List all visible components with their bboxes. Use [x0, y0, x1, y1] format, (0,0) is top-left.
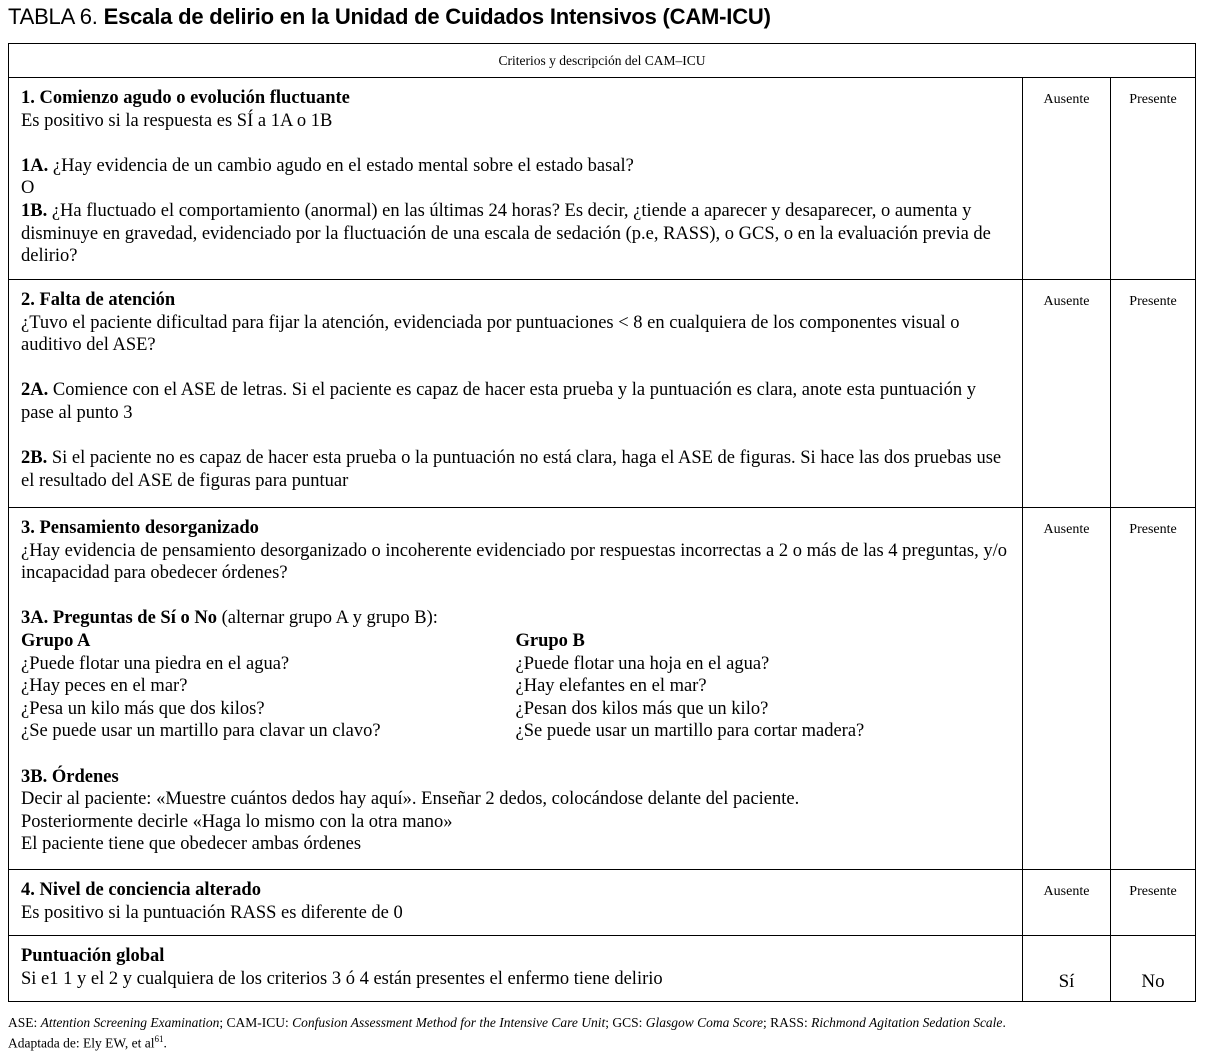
sub-text: ¿Hay evidencia de un cambio agudo en el estado mental sobre el estado basal? — [48, 155, 634, 176]
sub-label: 2B. — [21, 448, 48, 469]
criterion-desc: Es positivo si la respuesta es SÍ a 1A o 1B — [21, 110, 333, 131]
group-a — [21, 630, 516, 743]
criterion-title: 4. Nivel de conciencia alterado — [21, 880, 261, 900]
abbr: GCS: — [612, 1015, 646, 1030]
instruction: Posteriormente decirle «Haga lo mismo con la otra mano» — [21, 811, 453, 832]
sep: ; — [763, 1015, 771, 1030]
sub-text: Si el paciente no es capaz de hacer esta prueba o la puntuación no está clara, haga el ASE de figuras. Si hace las dos pruebas use el resultado del ASE de figuras para puntuar — [21, 448, 1002, 491]
global-desc: Si e1 1 y el 2 y cualquiera de los criterios 3 ó 4 están presentes el enfermo tiene delirio — [21, 968, 663, 989]
present-option: Presente — [1111, 870, 1196, 936]
sep: . — [1002, 1015, 1006, 1030]
instruction: El paciente tiene que obedecer ambas órdenes — [21, 834, 362, 855]
global-score-row — [9, 936, 1196, 1002]
present-option: Presente — [1111, 78, 1196, 280]
sub-label: 3B. Órdenes — [21, 766, 119, 787]
abbr-full: Glasgow Coma Score — [645, 1015, 764, 1030]
present-option: Presente — [1111, 280, 1196, 508]
criterion-desc: Es positivo si la puntuación RASS es diferente de 0 — [21, 902, 403, 923]
yes-option: Sí — [1023, 936, 1111, 1002]
sub-label: 1B. — [21, 200, 48, 221]
reference: 61 — [154, 1034, 164, 1044]
criterion-title: 2. Falta de atención — [21, 290, 176, 310]
sub-label: 1A. — [21, 155, 49, 176]
criterion-row-1 — [9, 78, 1196, 280]
instruction: Decir al paciente: «Muestre cuántos dedos hay aquí». Enseñar 2 dedos, colocándose delante del paciente. — [21, 789, 800, 810]
criterion-desc: ¿Tuvo el paciente dificultad para fijar la atención, evidenciada por puntuaciones < 8 en cualquiera de los componentes visual o auditivo del ASE? — [21, 312, 960, 356]
abbr: ASE: — [8, 1015, 41, 1030]
group-title: Grupo B — [515, 630, 585, 651]
group-b — [516, 630, 1011, 743]
absent-option: Ausente — [1023, 870, 1111, 936]
question: ¿Hay elefantes en el mar? — [515, 676, 707, 697]
sub-text: (alternar grupo A y grupo B): — [216, 608, 438, 629]
criterion-desc: ¿Hay evidencia de pensamiento desorganizado o incoherente evidenciado por respuestas incorrectas a 2 o más de las 4 preguntas, y/o incapacidad para obedecer órdenes? — [21, 540, 1007, 584]
abbr-full: Attention Screening Examination — [40, 1015, 220, 1030]
group-title: Grupo A — [21, 630, 91, 651]
criterion-row-3 — [9, 508, 1196, 870]
question: ¿Hay peces en el mar? — [21, 676, 188, 697]
abbr: RASS: — [770, 1015, 812, 1030]
abbr-full: Richmond Agitation Sedation Scale — [811, 1015, 1003, 1030]
sep: ; — [219, 1015, 227, 1030]
question: ¿Se puede usar un martillo para cortar madera? — [515, 721, 865, 742]
question: ¿Puede flotar una hoja en el agua? — [515, 653, 770, 674]
table-title — [8, 4, 771, 30]
question: ¿Puede flotar una piedra en el agua? — [21, 653, 290, 674]
source: Adaptada de: Ely EW, et al — [8, 1035, 155, 1051]
abbr: CAM-ICU: — [226, 1015, 293, 1030]
question: ¿Se puede usar un martillo para clavar un clavo? — [21, 721, 381, 742]
sub-text: Comience con el ASE de letras. Si el paciente es capaz de hacer esta prueba y la puntuación es clara, anote esta puntuación y pase al punto 3 — [21, 380, 976, 423]
sub-text: ¿Ha fluctuado el comportamiento (anormal) en las últimas 24 horas? Es decir, ¿tiende a aparecer y desaparecer, o aumenta y disminuye en gravedad, evidenciado por la fluctuación de una escala de sedación (p.e, RASS), o GCS, o en la evaluación previa de delirio? — [21, 200, 991, 267]
table-header: Criterios y descripción del CAM–ICU — [9, 44, 1196, 78]
table-number: TABLA 6. — [8, 4, 98, 29]
cam-icu-table — [8, 43, 1196, 1002]
sep: . — [163, 1035, 167, 1051]
sep: ; — [605, 1015, 613, 1030]
criterion-title: 1. Comienzo agudo o evolución fluctuante — [21, 88, 350, 108]
criterion-row-4 — [9, 870, 1196, 936]
absent-option: Ausente — [1023, 280, 1111, 508]
or-text: O — [21, 178, 35, 199]
criterion-title: 3. Pensamiento desorganizado — [21, 518, 259, 538]
question: ¿Pesan dos kilos más que un kilo? — [515, 698, 769, 719]
footnote — [8, 1014, 1006, 1052]
absent-option: Ausente — [1023, 508, 1111, 870]
question: ¿Pesa un kilo más que dos kilos? — [21, 698, 265, 719]
table-caption: Escala de delirio en la Unidad de Cuidados Intensivos (CAM-ICU) — [103, 4, 771, 29]
no-option: No — [1111, 936, 1196, 1002]
global-title: Puntuación global — [21, 946, 165, 966]
sub-label: 2A. — [21, 380, 49, 401]
present-option: Presente — [1111, 508, 1196, 870]
abbr-full: Confusion Assessment Method for the Intensive Care Unit — [292, 1015, 606, 1030]
sub-label: 3A. Preguntas de Sí o No — [21, 608, 217, 629]
criterion-row-2 — [9, 280, 1196, 508]
absent-option: Ausente — [1023, 78, 1111, 280]
